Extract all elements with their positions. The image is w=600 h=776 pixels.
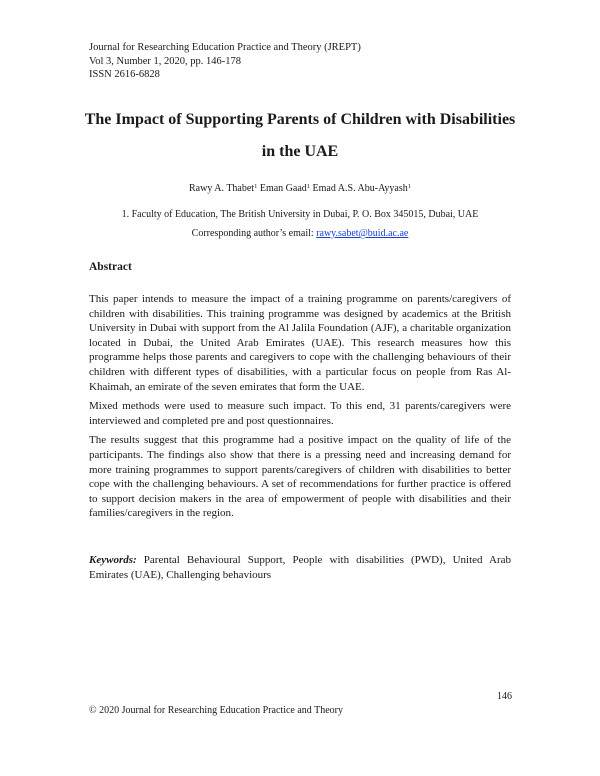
journal-name: Journal for Researching Education Practice and Theory (JREPT) (89, 42, 361, 53)
author-list (60, 180, 540, 195)
abstract-paragraph: The results suggest that this programme had a positive impact on the quality of life of the participants. The findings also show that there is a pressing need and increasing demand for more training programmes to support parents/caregivers of children with disabilities to better cope with the challenging behaviours. A set of recommendations for further practice is offered to support decision makers in the area of empowerment of people with disabilities and their families/caregivers in the region. (89, 434, 511, 520)
corresponding-label: Corresponding author’s email: (191, 228, 314, 239)
copyright-footer: © 2020 Journal for Researching Education Practice and Theory (89, 705, 343, 716)
corresponding-email-link[interactable]: rawy.sabet@buid.ac.ae (316, 228, 409, 239)
author-affiliation-mark: 1 (306, 183, 311, 190)
keywords-label: Keywords (89, 554, 133, 566)
keywords-colon: : (133, 554, 137, 566)
abstract-heading: Abstract (89, 261, 132, 273)
abstract-paragraph: Mixed methods were used to measure such impact. To this end, 31 parents/caregivers were interviewed and completed pre and post questionnaires. (89, 400, 511, 427)
journal-volume: Vol 3, Number 1, 2020, pp. 146-178 (89, 55, 242, 67)
journal-issn: ISSN 2616-6828 (89, 69, 160, 80)
corresponding-author (60, 227, 540, 240)
author-affiliation-mark: 1 (407, 183, 411, 190)
title-line-1: The Impact of Supporting Parents of Children with Disabilities (84, 111, 516, 128)
abstract-body (89, 292, 511, 526)
author-name: Eman Gaad (259, 183, 307, 194)
journal-header (89, 41, 361, 82)
author-affiliation-mark: 1 (254, 183, 258, 190)
keywords-text: Parental Behavioural Support, People with disabilities (PWD), United Arab Emirates (UAE), Challenging behaviours (89, 554, 511, 581)
page-number: 146 (497, 691, 512, 702)
affiliation: 1. Faculty of Education, The British University in Dubai, P. O. Box 345015, Dubai, UAE (121, 209, 479, 220)
abstract-paragraph: This paper intends to measure the impact of a training programme on parents/caregivers of children with disabilities. This training programme was designed by academics at the British University in Dubai with support from the Al Jalila Foundation (AJF), a charitable organization located in Dubai, the United Arab Emirates (UAE). This research measures how this programme helps those parents and caregivers to cope with the challenging behaviours of their children with different types of disabilities, with a particular focus on people from Ras Al-Khaimah, an emirate of the seven emirates that form the UAE. (89, 293, 511, 393)
author-name: Emad A.S. Abu-Ayyash (312, 183, 408, 194)
paper-title (60, 104, 540, 168)
title-line-2: in the UAE (261, 143, 339, 160)
author-name: Rawy A. Thabet (189, 183, 255, 194)
keywords (89, 553, 511, 582)
